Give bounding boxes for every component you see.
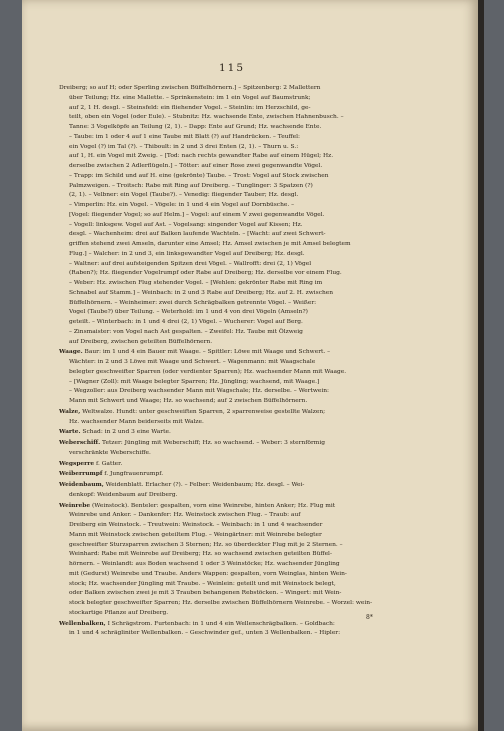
text-line: Weinrebe und Anker. – Dankenfer: Hz. Weinstock zwischen Flug. – Traub: auf [69,512,301,519]
text-line: geteilt. – Winterbach: in 1 und 4 drei (2, 1) Vögel. – Wucherer: Vogel auf Berg. [69,319,303,325]
text-line: auf Dreiberg, zwischen geteilten Büffelhörnern. [69,338,213,345]
entry-heading: Wegsperre [59,459,95,467]
text-line: auf 2, 1 H. desgl. – Steinsfeld: ein fliehender Vogel. – Steinlin: im Herzschild, ge- [69,104,311,111]
book-page [22,0,478,731]
text-line: – Zinsmaister: von Vogel nach Ast gespalten. – Zweifel: Hz. Taube mit Ölzweig [69,328,303,335]
text-line: – [Wagner (Zoll): mit Waage belegter Sparren; Hz. Jüngling; wachsend, mit Waage.] [69,378,320,385]
text-line: stockartige Pflanze auf Dreiberg. [69,609,169,616]
entry-text: Weltwalze. Hundt: unter geschweiften Sparren, 2 sparrenweise gestellte Walzen; [80,408,326,415]
entry-text: Schad: in 2 und 3 eine Warte. [80,429,171,436]
text-line: Mann mit Weinstock zwischen geteiltem Flug. – Weingärtner: mit Weinrebe belegter [69,531,322,538]
text-line: Vogel (Taube?) über Teilung. – Weterhold: im 1 und 4 von drei Vögeln (Amseln?) [69,309,308,316]
text-line: desgl. – Wachenheim: drei auf Balken laufende Wachteln. – [Wacht: auf zwei Schwert- [69,231,326,238]
text-line [59,501,421,512]
text-line: oder Balken zwischen zwei je mit 3 Trauben behangenen Rebstöcken. – Wingert: mit Wein- [69,590,342,597]
page-body [59,84,421,639]
entry-heading: Walze, [59,407,81,415]
entry-text: Tetzer: Jüngling mit Weberschiff; Hz. so wachsend. – Weber: 3 sternförmig [100,440,326,446]
text-line [59,347,421,358]
text-line: Flug.] – Walcher: in 2 und 3, ein linksgewandter Vogel auf Dreiberg; Hz. desgl. [69,250,305,257]
text-line: Dreiberg; so auf H; oder Sperling zwischen Büffelhörnern.] – Spitzenberg: 2 Mallettern [59,85,321,91]
text-line [59,459,421,470]
text-line: ein Vogel (?) im Tal (?). – Thiboult: in 2 und 3 drei Enten (2, 1). – Thurn u. S.: [69,143,299,150]
text-line: [Vogel: fliegender Vogel; so auf Helm.] – Vogel: auf einem V zwei gegenwandte Vögel. [69,211,325,218]
text-line: – Weber: Hz. zwischen Flug stehender Vogel. – [Wehlen: gekrönter Rabe mit Ring im [69,280,323,286]
text-line [59,407,421,418]
text-line: belegter geschweifter Sparren (oder verdienter Sparren); Hz. wachsender Mann mit Waage. [69,368,347,375]
entry-heading: Weinrebe [59,501,91,509]
text-line: (2, 1). – Velbner: ein Vogel (Taube?). – Venedig: fliegender Tauber; Hz. desgl. [69,192,299,199]
text-line: – Vimperlin: Hz. ein Vogel. – Vögele: in 1 und 4 ein Vogel auf Dornbüsche. – [69,202,295,208]
text-line [59,469,421,480]
text-line: stock; Hz. wachsender Jüngling mit Traube. – Weinlein: geteilt und mit Weinstock belegt, [69,580,336,587]
entry-heading: Weiberrumpf [59,470,103,478]
text-line: Schnabel auf Stamm.] – Weinbach: in 2 und 3 Rabe auf Dreiberg; Hz. auf 2. H. zwischen [69,289,334,296]
entry-heading: Wellenbalken, [59,619,106,627]
text-line: – Vogell: linksgew. Vogel auf Ast. – Vogelsang: singender Vogel auf Kissen; Hz. [69,221,303,228]
text-line: Palmzweigen. – Troitsch: Rabe mit Ring auf Dreiberg. – Tunglinger: 3 Spatzen (?) [69,182,313,189]
entry-text: f. Gatter. [94,460,123,467]
signature-mark: 8* [366,614,373,621]
text-line: verschränkte Weberschiffe. [69,449,151,456]
text-line: stock belegter geschweifter Sparren; Hz. derselbe zwischen Büffelhörnern Weinrebe. – Worzel: wein- [69,600,373,606]
text-line [59,480,421,491]
text-line: derselbe zwischen 2 Adlerflügeln.] – Tötter: auf einer Rose zwei gegenwandte Vögel. [69,163,323,169]
text-line: auf 1, H. ein Vogel mit Zweig. – [Tod: nach rechts gewandter Rabe auf einem Hügel; Hz. [69,153,334,160]
text-line: – Wegzoller: aus Dreiberg wachsender Mann mit Wagschale; Hz. derselbe. – Wertwein: [69,388,330,395]
entry-text: I Schrägstrom. Furtenbach: in 1 und 4 ein Wellenschrägbalken. – Goldbach: [105,620,335,627]
page-number: 115 [218,62,246,74]
entry-heading: Weidenbaum, [59,481,104,488]
text-line: über Teilung; Hz. eine Mallette. – Sprinkenstein: im 1 ein Vogel auf Baumstrunk; [69,94,311,101]
text-line: (Raben?); Hz. fliegender Vogelrumpf oder Rabe auf Dreiberg; Hz. derselbe vor einem Flug. [69,270,342,277]
text-line: mit (Gedurst) Weinrebe und Traube. Anders Wappen: gespalten, vorn Weinglas, hinten Wein- [69,570,347,577]
text-line: geschweifter Sturzsparren zwischen 3 Sternen; Hz. so überdeckter Flug mit je 2 Sternen. – [69,541,343,548]
text-line [59,427,421,438]
text-line [59,438,421,449]
text-line: Wächter: in 2 und 3 Löwe mit Waage und Schwert. – Wagenmann: mit Waagschale [69,359,316,365]
text-line: – Taube: im 1 oder 4 auf 1 eine Taube mit Blatt (?) auf Handrücken. – Teuffel: [69,133,301,140]
text-line: griffen stehend zwei Amseln, darunter eine Amsel; Hz. Amsel zwischen je mit Amsel belegtem [69,241,351,247]
entry-text: Weidenblatt. Erlacher (?). – Felber: Weidenbaum; Hz. desgl. – Wei- [103,482,305,488]
text-line: hörnern. – Weinlandt: aus Boden wachsend 1 oder 3 Weinstöcke; Hz. wachsender Jüngling [69,561,340,567]
text-line: Weinhard: Rabe mit Weinrebe auf Dreiberg; Hz. so wachsend zwischen geteilten Büffel- [69,551,332,558]
text-line: Mann mit Schwert und Waage; Hz. so wachsend; auf 2 zwischen Büffelhörnern. [69,398,308,404]
text-line: in 1 und 4 schrägliniter Wellenbalken. – Geschwinder gef., unten 3 Wellenbalken. – Hipler: [69,630,341,637]
text-line: Büffelhörnern. – Weinheimer: zwei durch Schrägbalken getrennte Vögel. – Weißer: [69,299,317,306]
book-spread [22,0,484,731]
entry-text: f. Jungfrauenrumpf. [102,471,164,478]
text-line: Tanne: 3 Vogelköpfe an Teilung (2, 1). – Dapp: Ente auf Grund; Hz. wachsende Ente. [69,124,322,130]
text-line: Hz. wachsender Mann beiderseits mit Walze. [69,418,204,425]
text-line: – Trapp: im Schild und auf H. eine (gekrönte) Taube. – Trost: Vogel auf Stock zwischen [69,172,329,179]
text-line: denkopf: Weidenbaum auf Dreiberg. [69,491,178,498]
text-line: teilt, oben ein Vogel (oder Eule). – Stubnitz: Hz. wachsende Ente, zwischen Hahnenbusch. – [69,114,344,121]
text-line: Dreiberg ein Weinstock. – Treutwein: Weinstock. – Weinbach: in 1 und 4 wachsender [69,522,323,528]
entry-heading: Warte. [59,428,81,436]
entry-heading: Weberschiff. [59,439,101,446]
text-line: – Waltner: auf drei aufsteigenden Spitzen drei Vögel. – Wallrofft: drei (2, 1) Vögel [69,260,312,267]
entry-heading: Waage. [59,348,83,356]
entry-text: Baur: im 1 und 4 ein Bauer mit Waage. – Spittler: Löwe mit Waage und Schwert. – [82,349,331,356]
entry-text: (Weinstock). Benteler: gespalten, vorn eine Weinrebe, hinten Anker; Hz. Flug mit [90,502,336,509]
